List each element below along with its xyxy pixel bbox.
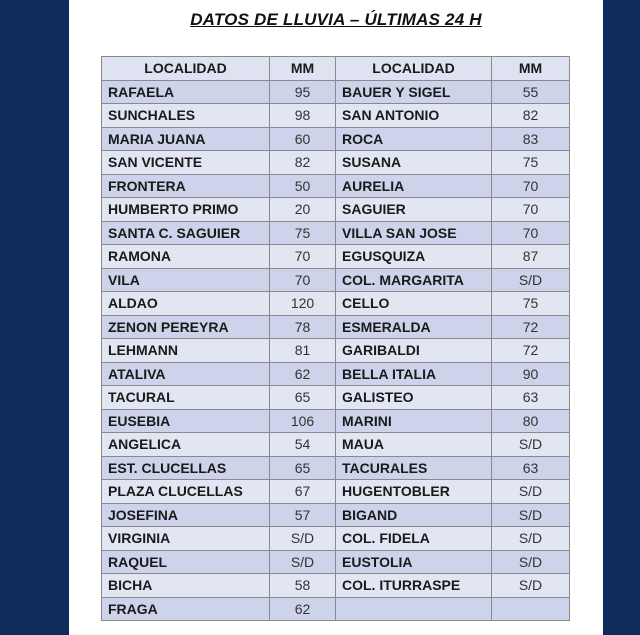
table-row [102, 127, 570, 151]
table-row [102, 550, 570, 574]
table-row [102, 198, 570, 222]
rainfall-mm-cell: S/D [492, 433, 570, 457]
rainfall-mm-cell: 81 [270, 339, 336, 363]
rainfall-mm-cell: 80 [492, 409, 570, 433]
locality-cell: SUSANA [336, 151, 492, 175]
locality-cell: VIRGINIA [102, 527, 270, 551]
rainfall-mm-cell: 72 [492, 315, 570, 339]
rainfall-mm-cell: 98 [270, 104, 336, 128]
table-row [102, 315, 570, 339]
locality-cell: RAQUEL [102, 550, 270, 574]
rainfall-mm-cell: 70 [270, 268, 336, 292]
locality-cell: ZENON PEREYRA [102, 315, 270, 339]
rainfall-mm-cell: S/D [270, 527, 336, 551]
rainfall-mm-cell: S/D [270, 550, 336, 574]
locality-cell: RAFAELA [102, 80, 270, 104]
rainfall-mm-cell: 65 [270, 386, 336, 410]
table-row [102, 362, 570, 386]
locality-cell: VILLA SAN JOSE [336, 221, 492, 245]
rainfall-mm-cell: 87 [492, 245, 570, 269]
table-row [102, 80, 570, 104]
rainfall-mm-cell: 54 [270, 433, 336, 457]
locality-cell: BAUER Y SIGEL [336, 80, 492, 104]
table-row [102, 386, 570, 410]
locality-cell: ATALIVA [102, 362, 270, 386]
locality-cell: EUSEBIA [102, 409, 270, 433]
locality-cell: SAN VICENTE [102, 151, 270, 175]
rainfall-mm-cell: 58 [270, 574, 336, 598]
table-row [102, 456, 570, 480]
locality-cell: SAN ANTONIO [336, 104, 492, 128]
rainfall-mm-cell: 62 [270, 597, 336, 621]
rainfall-mm-cell: 63 [492, 456, 570, 480]
locality-cell: MARIA JUANA [102, 127, 270, 151]
header-mm-2: MM [492, 57, 570, 81]
rainfall-mm-cell: 78 [270, 315, 336, 339]
rainfall-mm-cell: S/D [492, 527, 570, 551]
locality-cell: COL. ITURRASPE [336, 574, 492, 598]
locality-cell: MARINI [336, 409, 492, 433]
locality-cell: TACURAL [102, 386, 270, 410]
rainfall-mm-cell: 95 [270, 80, 336, 104]
rainfall-mm-cell: 63 [492, 386, 570, 410]
locality-cell: MAUA [336, 433, 492, 457]
table-row [102, 433, 570, 457]
table-row [102, 597, 570, 621]
locality-cell: VILA [102, 268, 270, 292]
locality-cell: ANGELICA [102, 433, 270, 457]
rainfall-mm-cell: S/D [492, 480, 570, 504]
locality-cell: FRONTERA [102, 174, 270, 198]
rainfall-mm-cell: 55 [492, 80, 570, 104]
table-header-row [102, 57, 570, 81]
rainfall-mm-cell: 70 [492, 174, 570, 198]
rainfall-mm-cell: 82 [492, 104, 570, 128]
rainfall-mm-cell: 70 [492, 198, 570, 222]
locality-cell: TACURALES [336, 456, 492, 480]
table-row [102, 174, 570, 198]
locality-cell: CELLO [336, 292, 492, 316]
locality-cell: GARIBALDI [336, 339, 492, 363]
locality-cell: SUNCHALES [102, 104, 270, 128]
table-row [102, 221, 570, 245]
locality-cell: ALDAO [102, 292, 270, 316]
locality-cell: RAMONA [102, 245, 270, 269]
rainfall-mm-cell: 75 [270, 221, 336, 245]
header-mm-1: MM [270, 57, 336, 81]
locality-cell: HUMBERTO PRIMO [102, 198, 270, 222]
rainfall-mm-cell: 67 [270, 480, 336, 504]
rainfall-mm-cell: 72 [492, 339, 570, 363]
document-page [69, 0, 603, 635]
table-row [102, 151, 570, 175]
rainfall-mm-cell: 62 [270, 362, 336, 386]
rainfall-mm-cell [492, 597, 570, 621]
rainfall-mm-cell: 50 [270, 174, 336, 198]
locality-cell: ROCA [336, 127, 492, 151]
locality-cell: COL. FIDELA [336, 527, 492, 551]
page-title: DATOS DE LLUVIA – ÚLTIMAS 24 H [190, 10, 482, 29]
rainfall-mm-cell: 70 [492, 221, 570, 245]
rainfall-mm-cell: 70 [270, 245, 336, 269]
locality-cell [336, 597, 492, 621]
locality-cell: AURELIA [336, 174, 492, 198]
rainfall-mm-cell: 60 [270, 127, 336, 151]
locality-cell: ESMERALDA [336, 315, 492, 339]
table-row [102, 245, 570, 269]
locality-cell: EUSTOLIA [336, 550, 492, 574]
table-row [102, 409, 570, 433]
table-row [102, 574, 570, 598]
locality-cell: EST. CLUCELLAS [102, 456, 270, 480]
locality-cell: SANTA C. SAGUIER [102, 221, 270, 245]
table-row [102, 339, 570, 363]
rainfall-mm-cell: 90 [492, 362, 570, 386]
locality-cell: EGUSQUIZA [336, 245, 492, 269]
locality-cell: PLAZA CLUCELLAS [102, 480, 270, 504]
locality-cell: BELLA ITALIA [336, 362, 492, 386]
rainfall-mm-cell: S/D [492, 550, 570, 574]
locality-cell: SAGUIER [336, 198, 492, 222]
table-row [102, 104, 570, 128]
rainfall-mm-cell: S/D [492, 574, 570, 598]
rainfall-mm-cell: 83 [492, 127, 570, 151]
locality-cell: LEHMANN [102, 339, 270, 363]
rainfall-mm-cell: 82 [270, 151, 336, 175]
locality-cell: JOSEFINA [102, 503, 270, 527]
locality-cell: GALISTEO [336, 386, 492, 410]
rainfall-table [101, 56, 570, 621]
rainfall-mm-cell: 57 [270, 503, 336, 527]
rainfall-mm-cell: 75 [492, 292, 570, 316]
rainfall-mm-cell: S/D [492, 503, 570, 527]
rainfall-mm-cell: 120 [270, 292, 336, 316]
rainfall-mm-cell: 75 [492, 151, 570, 175]
locality-cell: BIGAND [336, 503, 492, 527]
table-row [102, 268, 570, 292]
table-row [102, 527, 570, 551]
rainfall-mm-cell: 65 [270, 456, 336, 480]
header-localidad-2: LOCALIDAD [336, 57, 492, 81]
locality-cell: COL. MARGARITA [336, 268, 492, 292]
rainfall-mm-cell: 20 [270, 198, 336, 222]
locality-cell: HUGENTOBLER [336, 480, 492, 504]
table-row [102, 503, 570, 527]
header-localidad-1: LOCALIDAD [102, 57, 270, 81]
locality-cell: FRAGA [102, 597, 270, 621]
locality-cell: BICHA [102, 574, 270, 598]
table-row [102, 480, 570, 504]
table-row [102, 292, 570, 316]
rainfall-mm-cell: S/D [492, 268, 570, 292]
rainfall-mm-cell: 106 [270, 409, 336, 433]
